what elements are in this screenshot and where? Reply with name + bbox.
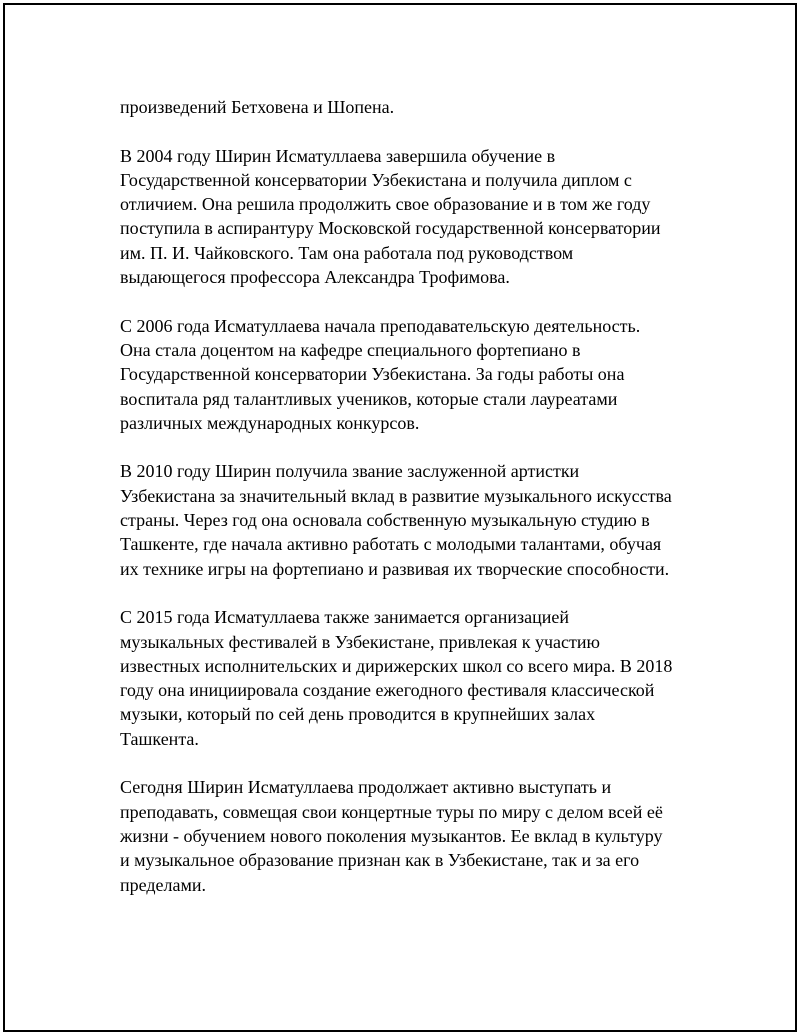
- paragraph-2: В 2004 году Ширин Исматуллаева завершила обучение в Государственной консерватории Узбекистана и получила диплом с отличием. Она решила продолжить свое образование и в том же году поступила в аспирантуру Московской государственной консерватории им. П. И. Чайковского. Там она работала под руководством выдающегося профессора Александра Трофимова.: [120, 145, 661, 288]
- document-page: [3, 3, 797, 1032]
- paragraph-6: Сегодня Ширин Исматуллаева продолжает активно выступать и преподавать, совмещая свои концертные туры по миру с делом всей её жизни - обучением нового поколения музыкантов. Ее вклад в культуру и музыкальное образование признан как в Узбекистане, так и за его пределами.: [120, 777, 663, 895]
- document-body: [120, 95, 710, 921]
- paragraph-1: произведений Бетховена и Шопена.: [120, 97, 395, 117]
- paragraph-4: В 2010 году Ширин получила звание заслуженной артистки Узбекистана за значительный вклад в развитие музыкального искусства страны. Через год она основала собственную музыкальную студию в Ташкенте, где начала активно работать с молодыми талантами, обучая их технике игры на фортепиано и развивая их творческие способности.: [120, 461, 672, 579]
- paragraph-3: С 2006 года Исматуллаева начала преподавательскую деятельность. Она стала доцентом на кафедре специального фортепиано в Государственной консерватории Узбекистана. За годы работы она воспитала ряд талантливых учеников, которые стали лауреатами различных международных конкурсов.: [120, 315, 641, 433]
- paragraph-5: С 2015 года Исматуллаева также занимается организацией музыкальных фестивалей в Узбекистане, привлекая к участию известных исполнительских и дирижерских школ со всего мира. В 2018 году она инициировала создание ежегодного фестиваля классической музыки, который по сей день проводится в крупнейших залах Ташкента.: [120, 607, 673, 749]
